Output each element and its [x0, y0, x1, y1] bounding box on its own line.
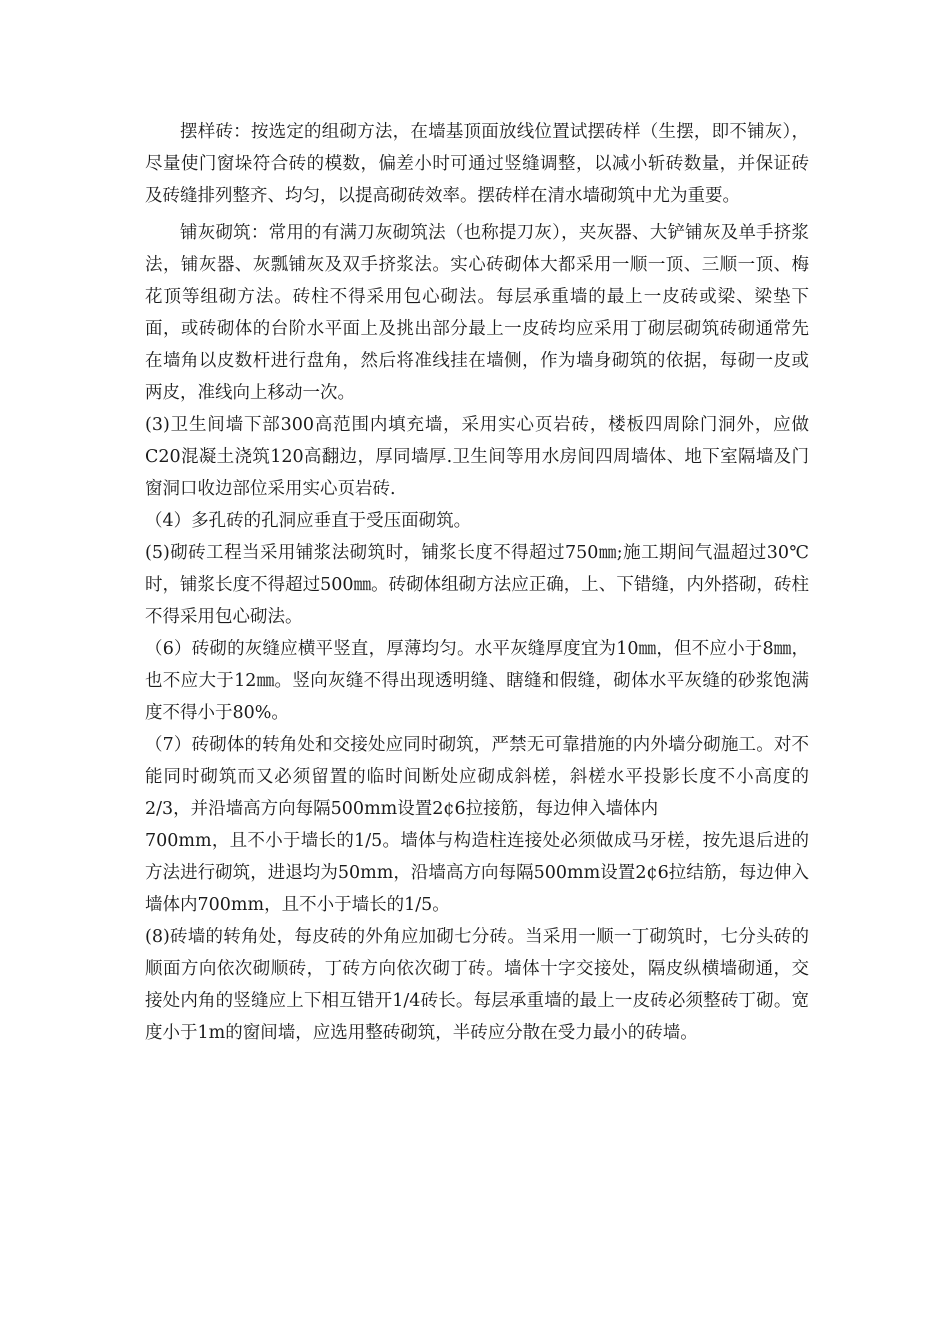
paragraph-item-4: （4）多孔砖的孔洞应垂直于受压面砌筑。 — [145, 511, 472, 531]
paragraph-item-6: （6）砖砌的灰缝应横平竖直，厚薄均匀。水平灰缝厚度宜为10㎜，但不应小于8㎜，也不应大于12㎜。竖向灰缝不得出现透明缝、瞎缝和假缝，砌体水平灰缝的砂浆饱满度不得小于80%。 — [145, 639, 809, 723]
document-body — [145, 116, 809, 1049]
paragraph-item-8: (8)砖墙的转角处，每皮砖的外角应加砌七分砖。当采用一顺一丁砌筑时，七分头砖的顺面方向依次砌顺砖，丁砖方向依次砌丁砖。墙体十字交接处，隔皮纵横墙砌通，交接处内角的竖缝应上下相互错开1/4砖长。每层承重墙的最上一皮砖必须整砖丁砌。宽度小于1m的窗间墙，应选用整砖砌筑，半砖应分散在受力最小的砖墙。 — [145, 927, 809, 1043]
paragraph-item-7: （7）砖砌体的转角处和交接处应同时砌筑，严禁无可靠措施的内外墙分砌施工。对不能同时砌筑而又必须留置的临时间断处应砌成斜槎，斜槎水平投影长度不小高度的2/3，并沿墙高方向每隔500mm设置2¢6拉接筋，每边伸入墙体内 — [145, 735, 809, 819]
paragraph-brick-layout-trial: 摆样砖：按选定的组砌方法，在墙基顶面放线位置试摆砖样（生摆，即不铺灰），尽量使门窗垛符合砖的模数，偏差小时可通过竖缝调整，以减小斩砖数量，并保证砖及砖缝排列整齐、均匀，以提高砌砖效率。摆砖样在清水墙砌筑中尤为重要。 — [145, 122, 809, 206]
paragraph-item-7-continued: 700mm，且不小于墙长的1/5。墙体与构造柱连接处必须做成马牙槎，按先退后进的方法进行砌筑，进退均为50mm，沿墙高方向每隔500mm设置2¢6拉结筋，每边伸入墙体内700mm，且不小于墙长的1/5。 — [145, 831, 809, 915]
paragraph-mortar-laying: 铺灰砌筑：常用的有满刀灰砌筑法（也称提刀灰），夹灰器、大铲铺灰及单手挤浆法，铺灰器、灰瓢铺灰及双手挤浆法。实心砖砌体大都采用一顺一顶、三顺一顶、梅花顶等组砌方法。砖柱不得采用包心砌法。每层承重墙的最上一皮砖或梁、梁垫下面，或砖砌体的台阶水平面上及挑出部分最上一皮砖均应采用丁砌层砌筑砖砌通常先在墙角以皮数杆进行盘角，然后将准线挂在墙侧，作为墙身砌筑的依据，每砌一皮或两皮，准线向上移动一次。 — [145, 223, 809, 403]
paragraph-item-5: (5)砌砖工程当采用铺浆法砌筑时，铺浆长度不得超过750㎜;施工期间气温超过30℃时，铺浆长度不得超过500㎜。砖砌体组砌方法应正确，上、下错缝，内外搭砌，砖柱不得采用包心砌法。 — [145, 543, 809, 627]
paragraph-item-3: (3)卫生间墙下部300高范围内填充墙，采用实心页岩砖，楼板四周除门洞外，应做C20混凝土浇筑120高翻边，厚同墙厚.卫生间等用水房间四周墙体、地下室隔墙及门窗洞口收边部位采用实心页岩砖. — [145, 415, 809, 499]
